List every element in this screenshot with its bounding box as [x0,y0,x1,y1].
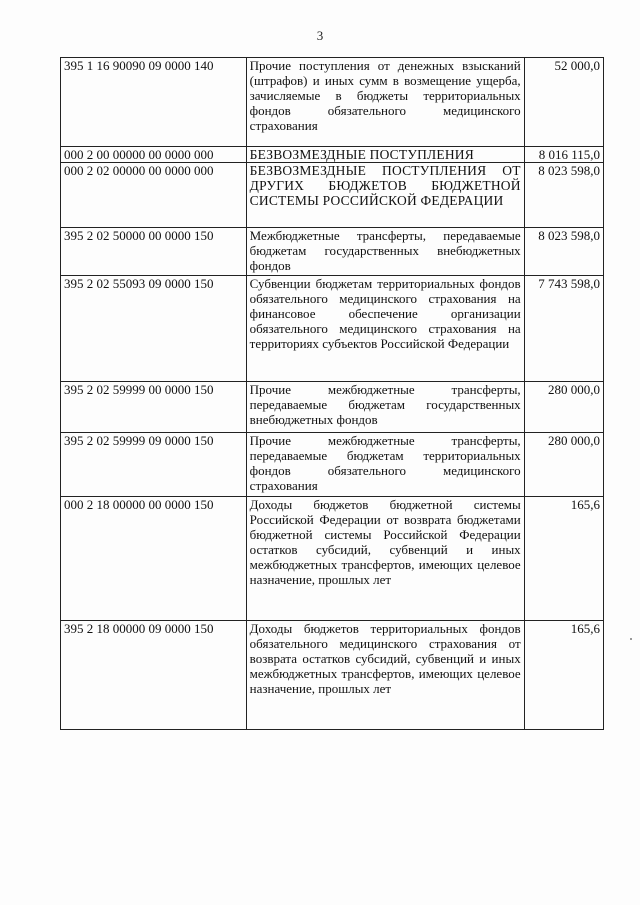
amount-cell: 7 743 598,0 [524,276,603,382]
budget-code-cell: 395 2 02 55093 09 0000 150 [61,276,247,382]
revenue-name-cell: Доходы бюджетов территориальных фондов обязательного медицинского страхования от возврата остатков субсидий, субвенций и иных межбюджетных трансфертов, имеющих целевое назначение, прошлых лет [246,621,524,730]
budget-code-cell: 395 2 02 50000 00 0000 150 [61,228,247,276]
table-row [61,433,604,497]
budget-code-cell: 000 2 00 00000 00 0000 000 [61,147,247,163]
amount-cell: 8 023 598,0 [524,228,603,276]
budget-code-cell: 395 1 16 90090 09 0000 140 [61,58,247,147]
table-row [61,228,604,276]
table-row [61,58,604,147]
revenue-name-cell: Прочие межбюджетные трансферты, передаваемые бюджетам территориальных фондов обязательного медицинского страхования [246,433,524,497]
page-number: 3 [316,28,324,43]
revenue-name-cell: Прочие поступления от денежных взысканий (штрафов) и иных сумм в возмещение ущерба, зачисляемые в бюджеты территориальных фондов обязательного медицинского страхования [246,58,524,147]
revenue-name-cell: Доходы бюджетов бюджетной системы Российской Федерации от возврата бюджетами бюджетной системы Российской Федерации остатков субсидий, субвенций и иных межбюджетных трансфертов, имеющих целевое назначение, прошлых лет [246,497,524,621]
amount-cell: 8 023 598,0 [524,163,603,228]
table-row [61,147,604,163]
budget-code-cell: 000 2 18 00000 00 0000 150 [61,497,247,621]
budget-code-cell: 395 2 18 00000 09 0000 150 [61,621,247,730]
amount-cell: 8 016 115,0 [524,147,603,163]
revenue-name-cell: Межбюджетные трансферты, передаваемые бюджетам государственных внебюджетных фондов [246,228,524,276]
budget-code-cell: 395 2 02 59999 00 0000 150 [61,382,247,433]
amount-cell: 165,6 [524,621,603,730]
amount-cell: 52 000,0 [524,58,603,147]
amount-cell: 165,6 [524,497,603,621]
revenue-table [60,57,604,730]
table-row [61,382,604,433]
amount-cell: 280 000,0 [524,382,603,433]
table-row [61,497,604,621]
amount-cell: 280 000,0 [524,433,603,497]
table-row [61,163,604,228]
budget-code-cell: 000 2 02 00000 00 0000 000 [61,163,247,228]
table-row [61,621,604,730]
revenue-name-cell: БЕЗВОЗМЕЗДНЫЕ ПОСТУПЛЕНИЯ ОТ ДРУГИХ БЮДЖЕТОВ БЮДЖЕТНОЙ СИСТЕМЫ РОССИЙСКОЙ ФЕДЕРАЦИИ [246,163,524,228]
revenue-name-cell: Прочие межбюджетные трансферты, передаваемые бюджетам государственных внебюджетных фондов [246,382,524,433]
budget-code-cell: 395 2 02 59999 09 0000 150 [61,433,247,497]
revenue-name-cell: Субвенции бюджетам территориальных фондов обязательного медицинского страхования на финансовое обеспечение организации обязательного медицинского страхования на территориях субъектов Российской Федерации [246,276,524,382]
table-row [61,276,604,382]
revenue-name-cell: БЕЗВОЗМЕЗДНЫЕ ПОСТУПЛЕНИЯ [246,147,524,163]
scan-speck [630,638,632,640]
